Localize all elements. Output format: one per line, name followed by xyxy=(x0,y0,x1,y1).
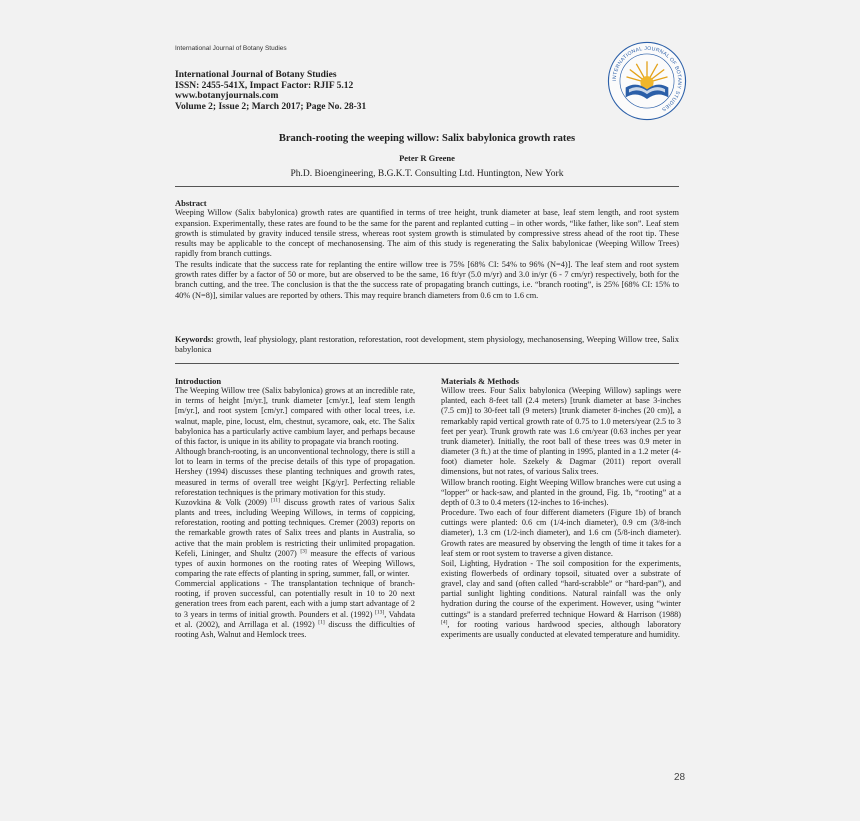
citation-ref: [3] xyxy=(300,547,307,554)
intro-paragraph-4: Commercial applications - The transplantation technique of branch-rooting, if proven successful, can potentially result in 10 to 20 next generation trees from each parent, each with a jump start advantage of 2 to 3 years in terms of initial growth. Pounders et al. (1992) [13], Vahdata et al. (2002), and Arrillaga et al. (1992) [1] discuss the difficulties of rooting Ash, Walnut and Hemlock trees. xyxy=(175,579,415,639)
journal-name: International Journal of Botany Studies xyxy=(175,70,337,80)
methods-paragraph-1: Willow trees. Four Salix babylonica (Weeping Willow) saplings were planted, each 8-feet tall (2.4 meters) [trunk diameter at base 3-inches (7.5 cm)] to 30-feet tall (9 meters) [trunk diameter 8-inches (20 cm)], a remarkably rapid vertical growth rate of 0.75 to 1.0 meters/year (2.5 to 3 feet per year). Trunk growth rate was 1.6 cm/year (0.63 inches per year trunk diameter). Initially, the root ball of these trees was 0.9 meter in diameter (3 ft.) at the time of planting in 1995, planted in a 1.2 meter (4-foot) diameter hole. Szekely & Dagmar (2011) report overall dimensions, but not rates, of various Salix trees. xyxy=(441,386,681,477)
keywords-label: Keywords: xyxy=(175,335,214,344)
journal-info xyxy=(175,70,595,112)
intro-paragraph-1: The Weeping Willow tree (Salix babylonica) grows at an incredible rate, in terms of height [m/yr.], trunk diameter [cm/yr.], leaf stem length [m/yr.], and root system [cm/yr.] compared with other local trees, i.e. walnut, maple, pine, locust, elm, chestnut, sycamore, oak, etc. The Salix babylonica has a particularly active cambium layer, and perhaps because of this factor, is unique in its ability to propagate via branch rooting. xyxy=(175,386,415,446)
citation-ref: [11] xyxy=(270,497,280,504)
journal-logo xyxy=(606,40,688,122)
article-author: Peter R Greene xyxy=(399,153,455,163)
methods-paragraph-4: Soil, Lighting, Hydration - The soil composition for the experiments, existing flowerbeds of ordinary topsoil, situated over a substrate of gravel, clay and sand (often called “hard-scrabble” or “hard-pan”), and partial sunlight lighting conditions. Natural rainfall was the only hydration during the course of the experiment. However, using “winter cuttings” is a standard preferred technique Howard & Harrison (1988) [4], for rooting various hardwood species, although laboratory experiments are usually conducted at elevated temperature and humidity. xyxy=(441,558,681,639)
divider-top xyxy=(175,186,679,187)
methods-heading: Materials & Methods xyxy=(441,376,519,386)
methods-column xyxy=(441,376,681,640)
intro-paragraph-2: Although branch-rooting, is an unconventional technology, there is still a lot to learn in terms of the precise details of this type of propagation. Hershey (1994) discusses these planting techniques and growth rates, measured in terms of overall tree weight [Kg/yr]. Perfecting reliable reforestation techniques is the primary motivation for this study. xyxy=(175,447,415,497)
abstract-section xyxy=(175,198,679,301)
methods-paragraph-2: Willow branch rooting. Eight Weeping Willow branches were cut using a “lopper” or hack-saw, and planted in the ground, Fig. 1b, “rooting” at a depth of 0.3 to 0.4 meters (12-inches to 16-inches). xyxy=(441,477,681,507)
author-affiliation: Ph.D. Bioengineering, B.G.K.T. Consulting Ltd. Huntington, New York xyxy=(290,169,564,179)
citation-ref: [4] xyxy=(441,619,448,626)
running-head: International Journal of Botany Studies xyxy=(175,45,287,52)
page-number: 28 xyxy=(674,772,686,783)
methods-paragraph-3: Procedure. Two each of four different diameters (Figure 1b) of branch cuttings were planted: 0.6 cm (1/4-inch diameter), 0.9 cm (3/8-inch diameter), 1.3 cm (1/2-inch diameter), and 1.6 cm (5/8-inch diameter). Growth rates are measured by observing the length of time it takes for a leaf stem or root system to traverse a given distance. xyxy=(441,508,681,558)
citation-ref: [1] xyxy=(318,619,325,626)
divider-bottom xyxy=(175,363,679,364)
abstract-heading: Abstract xyxy=(175,198,207,208)
intro-paragraph-3: Kuzovkina & Volk (2009) [11] discuss growth rates of various Salix plants and trees, including Weeping Willows, in terms of coppicing, reforestation, rooting and potting techniques. Cremer (2003) reports on the remarkable growth rates of Salix trees and plants in Australia, so active that the main problem is restricting their unlimited propagation. Kefeli, Lininger, and Shultz (2007) [3] measure the effects of various types of auxin hormones on the rooting rates of Weeping Willows, comparing the rate effects of planting in spring, summer, fall, or winter. xyxy=(175,497,416,578)
citation-ref: [13] xyxy=(375,608,385,615)
volume-line: Volume 2; Issue 2; March 2017; Page No. 28-31 xyxy=(175,101,367,112)
issn-line: ISSN: 2455-541X, Impact Factor: RJIF 5.12 xyxy=(175,80,354,91)
abstract-paragraph-1: Weeping Willow (Salix babylonica) growth rates are quantified in terms of tree height, trunk diameter at base, leaf stem length, and root system expansion. Experimentally, these rates are found to be the same for the parent and replanted cutting – in other words, “like father, like son”. Leaf stem growth is stimulated by gravity induced tensile stress, whereas root system growth is stimulated by compressive stress ahead of the root tip. These results may be applicable to the concept of mechanosensing. The aim of this study is regenerating the Salix babylonicae (Weeping Willow Trees) rapidly from branch cuttings. xyxy=(175,208,679,259)
introduction-column xyxy=(175,376,415,640)
logo-ring-text: INTERNATIONAL JOURNAL OF BOTANY STUDIES xyxy=(611,45,683,113)
article-title: Branch-rooting the weeping willow: Salix babylonica growth rates xyxy=(278,133,576,144)
keywords xyxy=(175,335,679,356)
abstract-paragraph-2: The results indicate that the success rate for replanting the entire willow tree is 75% [68% CI: 54% to 96% (N=4)]. The leaf stem and root system growth rates differ by a factor of 50 or more, but are observed to be the same, 16 ft/yr (5.0 m/yr) and 3.0 in/yr (6 - 7 cm/yr) respectively, both for the branch cutting, and the tree. The conclusion is that the the success rate of propagating branch cuttings, i.e. “branch rooting”, is 25% [68% CI: 15% to 40% (N=8)], similar values are reported by others. This may require branch diameters from 0.6 cm to 1.6 cm. xyxy=(175,259,679,300)
introduction-heading: Introduction xyxy=(175,376,222,386)
keywords-text: growth, leaf physiology, plant restoration, reforestation, root development, stem physiology, mechanosensing, Weeping Willow tree, Salix babylonica xyxy=(175,335,679,355)
website-link[interactable]: www.botanyjournals.com xyxy=(175,91,279,102)
